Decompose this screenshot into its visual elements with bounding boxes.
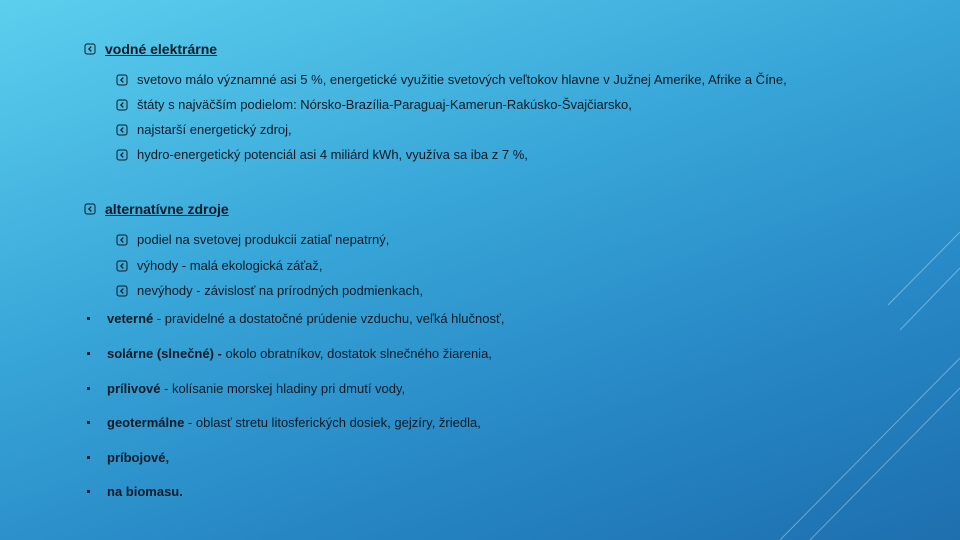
chevron-circle-icon <box>116 234 128 246</box>
list-item <box>84 450 169 465</box>
chevron-circle-icon <box>116 285 128 297</box>
list-item <box>116 258 323 273</box>
list-item-text: výhody - malá ekologická záťaž, <box>137 258 323 273</box>
chevron-circle-icon <box>84 43 96 55</box>
list-item <box>84 484 183 499</box>
square-bullet-icon <box>87 317 90 320</box>
section-heading-row <box>84 201 229 217</box>
list-item <box>116 72 787 87</box>
source-desc: okolo obratníkov, dostatok slnečného žiarenia, <box>221 346 492 361</box>
section-heading-row <box>84 41 217 57</box>
source-term: solárne (slnečné) - <box>107 346 222 361</box>
list-item-text: najstarší energetický zdroj, <box>137 122 292 137</box>
source-desc: - pravidelné a dostatočné prúdenie vzduchu, veľká hlučnosť, <box>153 311 505 326</box>
source-desc: - kolísanie morskej hladiny pri dmutí vody, <box>160 381 406 396</box>
list-item-text: nevýhody - závislosť na prírodných podmienkach, <box>137 283 423 298</box>
source-term: na biomasu. <box>107 484 183 499</box>
list-item <box>84 311 504 326</box>
source-term: veterné <box>107 311 154 326</box>
list-item <box>84 415 481 430</box>
source-term: príbojové, <box>107 450 170 465</box>
square-bullet-icon <box>87 387 90 390</box>
source-desc: - oblasť stretu litosferických dosiek, gejzíry, žriedla, <box>184 415 481 430</box>
list-item <box>116 122 292 137</box>
source-term: prílivové <box>107 381 161 396</box>
list-item <box>84 346 492 361</box>
chevron-circle-icon <box>116 149 128 161</box>
square-bullet-icon <box>87 421 90 424</box>
list-item <box>116 283 423 298</box>
square-bullet-icon <box>87 490 90 493</box>
chevron-circle-icon <box>116 260 128 272</box>
list-item-text: hydro-energetický potenciál asi 4 miliárd kWh, využíva sa iba z 7 %, <box>137 147 528 162</box>
list-item <box>116 147 528 162</box>
source-term: geotermálne <box>107 415 185 430</box>
square-bullet-icon <box>87 352 90 355</box>
list-item-text: štáty s najväčším podielom: Nórsko-Brazília-Paraguaj-Kamerun-Rakúsko-Švajčiarsko, <box>137 97 632 112</box>
list-item <box>84 381 405 396</box>
list-item-text: svetovo málo významné asi 5 %, energetické využitie svetových veľtokov hlavne v Južnej Amerike, Afrike a Číne, <box>137 72 787 87</box>
chevron-circle-icon <box>116 74 128 86</box>
chevron-circle-icon <box>84 203 96 215</box>
section-heading: alternatívne zdroje <box>105 201 229 217</box>
list-item <box>116 97 632 112</box>
square-bullet-icon <box>87 456 90 459</box>
list-item <box>116 232 389 247</box>
chevron-circle-icon <box>116 99 128 111</box>
list-item-text: podiel na svetovej produkcii zatiaľ nepatrný, <box>137 232 390 247</box>
section-heading: vodné elektrárne <box>105 41 218 57</box>
chevron-circle-icon <box>116 124 128 136</box>
